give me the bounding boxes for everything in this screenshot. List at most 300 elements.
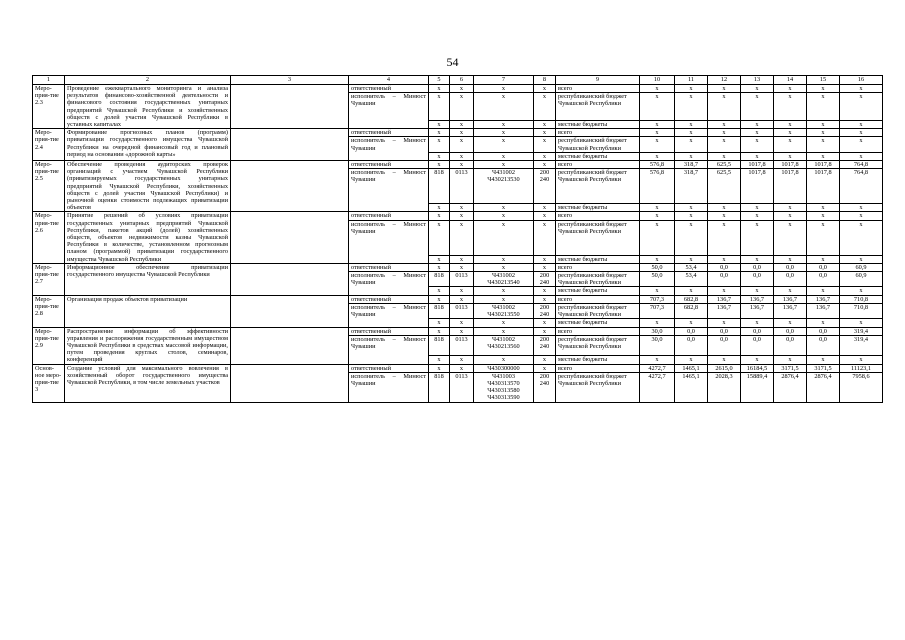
amount-cell: 0,0 (774, 263, 807, 271)
grbs-code: x (429, 121, 450, 129)
funding-source: республиканский бюджет Чувашской Республики (556, 372, 640, 402)
amount-cell: x (774, 85, 807, 93)
amount-cell: x (840, 212, 883, 220)
target-article-code: Ч431002 Ч430213540 (474, 272, 534, 287)
amount-cell: x (708, 356, 741, 364)
amount-cell: 1017,8 (774, 161, 807, 169)
amount-cell: 0,0 (741, 272, 774, 287)
amount-cell: x (708, 220, 741, 255)
funding-source: республиканский бюджет Чувашской Республики (556, 272, 640, 287)
amount-cell: 0,0 (708, 327, 741, 335)
amount-cell: x (708, 319, 741, 327)
amount-cell: x (640, 85, 675, 93)
section-code: x (450, 356, 474, 364)
amount-cell: x (741, 137, 774, 152)
amount-cell: x (840, 121, 883, 129)
column-header: 16 (840, 76, 883, 85)
amount-cell: x (708, 85, 741, 93)
amount-cell: x (774, 356, 807, 364)
section-code: 0113 (450, 169, 474, 204)
section-code: 0113 (450, 372, 474, 402)
target-article-code: x (474, 255, 534, 263)
table-row (33, 364, 883, 372)
target-article-code: x (474, 220, 534, 255)
activity-name: Обеспечение проведения аудиторских проверок организаций с участием Чувашской Республики (приватизируемых государственных унитарных предприятий Чувашской Республики, хозяйственных обществ с долей участия Чувашской Республики) и рыночной оценки стоимости подлежащих приватизации объектов (65, 161, 231, 212)
funding-source: местные бюджеты (556, 319, 640, 327)
executor-label: исполнитель – Минюст Чувашии (349, 303, 429, 327)
amount-cell: 319,4 (840, 335, 883, 356)
expense-type-code: x (534, 319, 556, 327)
funding-source: всего (556, 295, 640, 303)
table-row (33, 161, 883, 169)
amount-cell: 0,0 (741, 327, 774, 335)
amount-cell: 0,0 (807, 327, 840, 335)
funding-source: местные бюджеты (556, 255, 640, 263)
amount-cell: x (741, 129, 774, 137)
empty-cell (231, 85, 349, 129)
expense-type-code: x (534, 356, 556, 364)
amount-cell: 30,0 (640, 335, 675, 356)
amount-cell: 682,8 (675, 303, 708, 318)
amount-cell: x (774, 319, 807, 327)
amount-cell: x (807, 356, 840, 364)
grbs-code: x (429, 364, 450, 372)
amount-cell: 136,7 (741, 303, 774, 318)
expense-type-code: x (534, 327, 556, 335)
executor-label: исполнитель – Минюст Чувашии (349, 335, 429, 364)
activity-name: Проведение ежеквартального мониторинга и анализа результатов финансово-хозяйственной деятельности и финансового состояния государственных унитарных предприятий Чувашской Республики и хозяйственных обществ с долей участия Чувашской Республики в уставных капиталах (65, 85, 231, 129)
table-row (33, 263, 883, 271)
amount-cell: 707,3 (640, 295, 675, 303)
activity-code: Меро-прия-тие 2.3 (33, 85, 65, 129)
responsible-label: ответственный (349, 327, 429, 335)
amount-cell: 2876,4 (774, 372, 807, 402)
amount-cell: 1017,8 (807, 161, 840, 169)
amount-cell: 136,7 (774, 295, 807, 303)
amount-cell: x (675, 255, 708, 263)
amount-cell: x (640, 121, 675, 129)
grbs-code: 818 (429, 169, 450, 204)
expense-type-code: 200 240 (534, 335, 556, 356)
amount-cell: x (807, 204, 840, 212)
amount-cell: x (741, 204, 774, 212)
amount-cell: 318,7 (675, 169, 708, 204)
amount-cell: x (675, 129, 708, 137)
amount-cell: 30,0 (640, 327, 675, 335)
grbs-code: x (429, 319, 450, 327)
column-header: 14 (774, 76, 807, 85)
amount-cell: x (840, 204, 883, 212)
amount-cell: x (640, 137, 675, 152)
grbs-code: x (429, 152, 450, 160)
amount-cell: x (741, 85, 774, 93)
amount-cell: x (807, 129, 840, 137)
amount-cell: x (708, 152, 741, 160)
amount-cell: x (774, 93, 807, 121)
grbs-code: 818 (429, 335, 450, 356)
amount-cell: 136,7 (708, 303, 741, 318)
amount-cell: 682,8 (675, 295, 708, 303)
target-article-code: Ч430300000 (474, 364, 534, 372)
grbs-code: 818 (429, 372, 450, 402)
amount-cell: x (640, 212, 675, 220)
grbs-code: x (429, 295, 450, 303)
amount-cell: x (640, 129, 675, 137)
amount-cell: x (840, 85, 883, 93)
amount-cell: x (708, 93, 741, 121)
amount-cell: 1017,8 (807, 169, 840, 204)
amount-cell: x (774, 287, 807, 295)
amount-cell: x (807, 220, 840, 255)
section-code: x (450, 137, 474, 152)
funding-source: местные бюджеты (556, 152, 640, 160)
amount-cell: 136,7 (807, 303, 840, 318)
amount-cell: 2876,4 (807, 372, 840, 402)
activity-name: Организация продаж объектов приватизации (65, 295, 231, 327)
amount-cell: x (675, 93, 708, 121)
funding-source: республиканский бюджет Чувашской Республики (556, 169, 640, 204)
amount-cell: 50,0 (640, 272, 675, 287)
amount-cell: x (741, 287, 774, 295)
amount-cell: x (741, 121, 774, 129)
amount-cell: 0,0 (741, 263, 774, 271)
amount-cell: x (807, 319, 840, 327)
expense-type-code: x (534, 263, 556, 271)
amount-cell: x (675, 356, 708, 364)
amount-cell: x (640, 220, 675, 255)
grbs-code: x (429, 129, 450, 137)
target-article-code: x (474, 263, 534, 271)
table-row (33, 295, 883, 303)
amount-cell: 764,8 (840, 161, 883, 169)
section-code: 0113 (450, 335, 474, 356)
expense-type-code: 200 240 (534, 372, 556, 402)
amount-cell: 136,7 (708, 295, 741, 303)
column-header: 11 (675, 76, 708, 85)
grbs-code: 818 (429, 272, 450, 287)
amount-cell: 50,0 (640, 263, 675, 271)
amount-cell: 16184,5 (741, 364, 774, 372)
target-article-code: x (474, 319, 534, 327)
amount-cell: x (640, 255, 675, 263)
expense-type-code: 200 240 (534, 272, 556, 287)
responsible-label: ответственный (349, 295, 429, 303)
empty-cell (231, 212, 349, 263)
amount-cell: x (741, 319, 774, 327)
target-article-code: x (474, 93, 534, 121)
amount-cell: 318,7 (675, 161, 708, 169)
grbs-code: 818 (429, 303, 450, 318)
funding-source: республиканский бюджет Чувашской Республики (556, 93, 640, 121)
activity-code: Меро-прия-тие 2.4 (33, 129, 65, 161)
section-code: x (450, 263, 474, 271)
section-code: x (450, 327, 474, 335)
amount-cell: 710,8 (840, 303, 883, 318)
column-header: 12 (708, 76, 741, 85)
target-article-code: Ч431002 Ч430213530 (474, 169, 534, 204)
amount-cell: 136,7 (741, 295, 774, 303)
amount-cell: x (675, 85, 708, 93)
section-code: x (450, 204, 474, 212)
grbs-code: x (429, 255, 450, 263)
activity-code: Меро-прия-тие 2.9 (33, 327, 65, 364)
responsible-label: ответственный (349, 129, 429, 137)
amount-cell: x (741, 255, 774, 263)
target-article-code: x (474, 129, 534, 137)
amount-cell: x (774, 220, 807, 255)
funding-source: всего (556, 327, 640, 335)
expense-type-code: x (534, 152, 556, 160)
amount-cell: x (774, 212, 807, 220)
amount-cell: 576,8 (640, 161, 675, 169)
amount-cell: 0,0 (807, 335, 840, 356)
responsible-label: ответственный (349, 364, 429, 372)
budget-table (32, 75, 883, 403)
column-header: 2 (65, 76, 231, 85)
table-row (33, 327, 883, 335)
amount-cell: 319,4 (840, 327, 883, 335)
amount-cell: 0,0 (708, 263, 741, 271)
activity-code: Основ-ное меро-прия-тие 3 (33, 364, 65, 402)
empty-cell (231, 161, 349, 212)
section-code: 0113 (450, 272, 474, 287)
funding-source: всего (556, 263, 640, 271)
table-row (33, 129, 883, 137)
empty-cell (231, 129, 349, 161)
grbs-code: x (429, 212, 450, 220)
target-article-code: x (474, 295, 534, 303)
grbs-code: x (429, 204, 450, 212)
amount-cell: x (840, 255, 883, 263)
amount-cell: x (840, 137, 883, 152)
amount-cell: 2028,3 (708, 372, 741, 402)
column-header: 10 (640, 76, 675, 85)
amount-cell: x (675, 212, 708, 220)
responsible-label: ответственный (349, 212, 429, 220)
amount-cell: x (741, 152, 774, 160)
target-article-code: x (474, 204, 534, 212)
amount-cell: 0,0 (675, 327, 708, 335)
amount-cell: x (640, 319, 675, 327)
table-row (33, 212, 883, 220)
amount-cell: x (741, 356, 774, 364)
target-article-code: x (474, 212, 534, 220)
amount-cell: x (774, 255, 807, 263)
activity-code: Меро-прия-тие 2.8 (33, 295, 65, 327)
amount-cell: x (675, 204, 708, 212)
grbs-code: x (429, 93, 450, 121)
column-header: 1 (33, 76, 65, 85)
amount-cell: x (708, 121, 741, 129)
amount-cell: 1017,8 (741, 169, 774, 204)
section-code: x (450, 255, 474, 263)
section-code: x (450, 85, 474, 93)
target-article-code: x (474, 137, 534, 152)
amount-cell: 710,8 (840, 295, 883, 303)
amount-cell: x (640, 204, 675, 212)
target-article-code: Ч431002 Ч430213550 (474, 303, 534, 318)
amount-cell: x (840, 319, 883, 327)
target-article-code: x (474, 121, 534, 129)
grbs-code: x (429, 263, 450, 271)
activity-name: Формирование прогнозных планов (программ) приватизации государственного имущества Чувашской Республики на очередной финансовый год и плановый период на основании «дорожной карты» (65, 129, 231, 161)
amount-cell: x (840, 152, 883, 160)
amount-cell: x (840, 220, 883, 255)
section-code: x (450, 364, 474, 372)
activity-name: Принятие решений об условиях приватизации государственных унитарных предприятий Чувашской Республики, пакетов акций (долей) хозяйственных обществ, объектов недвижимости казны Чувашской Республики в количестве, установленном прогнозным планом (программой) приватизации государственного имущества Чувашской Республики (65, 212, 231, 263)
funding-source: республиканский бюджет Чувашской Республики (556, 303, 640, 318)
amount-cell: x (774, 129, 807, 137)
amount-cell: x (807, 93, 840, 121)
grbs-code: x (429, 137, 450, 152)
expense-type-code: 200 240 (534, 303, 556, 318)
amount-cell: x (708, 255, 741, 263)
amount-cell: x (774, 137, 807, 152)
section-code: x (450, 319, 474, 327)
amount-cell: 60,9 (840, 272, 883, 287)
column-header: 4 (349, 76, 429, 85)
amount-cell: x (640, 356, 675, 364)
amount-cell: 1017,8 (774, 169, 807, 204)
funding-source: республиканский бюджет Чувашской Республики (556, 137, 640, 152)
amount-cell: 0,0 (741, 335, 774, 356)
funding-source: местные бюджеты (556, 356, 640, 364)
expense-type-code: 200 240 (534, 169, 556, 204)
amount-cell: 3171,5 (807, 364, 840, 372)
funding-source: всего (556, 364, 640, 372)
amount-cell: x (675, 220, 708, 255)
amount-cell: 15889,4 (741, 372, 774, 402)
amount-cell: 0,0 (774, 335, 807, 356)
amount-cell: x (840, 129, 883, 137)
amount-cell: 4272,7 (640, 364, 675, 372)
amount-cell: x (640, 287, 675, 295)
header-row (33, 76, 883, 85)
amount-cell: x (675, 152, 708, 160)
amount-cell: x (675, 319, 708, 327)
expense-type-code: x (534, 121, 556, 129)
amount-cell: x (708, 129, 741, 137)
empty-cell (231, 364, 349, 402)
amount-cell: 625,5 (708, 169, 741, 204)
amount-cell: 53,4 (675, 272, 708, 287)
amount-cell: 707,3 (640, 303, 675, 318)
grbs-code: x (429, 287, 450, 295)
executor-label: исполнитель – Минюст Чувашии (349, 372, 429, 402)
section-code: x (450, 220, 474, 255)
expense-type-code: x (534, 287, 556, 295)
amount-cell: 0,0 (708, 335, 741, 356)
table-body (33, 76, 883, 403)
amount-cell: 53,4 (675, 263, 708, 271)
grbs-code: x (429, 161, 450, 169)
amount-cell: x (675, 121, 708, 129)
expense-type-code: x (534, 220, 556, 255)
responsible-label: ответственный (349, 161, 429, 169)
target-article-code: x (474, 287, 534, 295)
table-row (33, 85, 883, 93)
amount-cell: 60,9 (840, 263, 883, 271)
empty-cell (231, 263, 349, 295)
expense-type-code: x (534, 295, 556, 303)
amount-cell: 136,7 (774, 303, 807, 318)
amount-cell: 1465,1 (675, 372, 708, 402)
amount-cell: x (708, 212, 741, 220)
amount-cell: x (741, 93, 774, 121)
amount-cell: x (807, 152, 840, 160)
executor-label: исполнитель – Минюст Чувашии (349, 272, 429, 296)
amount-cell: x (807, 85, 840, 93)
section-code: x (450, 212, 474, 220)
amount-cell: x (840, 287, 883, 295)
amount-cell: x (774, 121, 807, 129)
amount-cell: 0,0 (675, 335, 708, 356)
responsible-label: ответственный (349, 85, 429, 93)
section-code: x (450, 161, 474, 169)
funding-source: всего (556, 212, 640, 220)
target-article-code: Ч431002 Ч430213560 (474, 335, 534, 356)
section-code: x (450, 129, 474, 137)
amount-cell: x (640, 93, 675, 121)
target-article-code: Ч431003 Ч430313570 Ч430313580 Ч430313590 (474, 372, 534, 402)
responsible-label: ответственный (349, 263, 429, 271)
amount-cell: 2615,0 (708, 364, 741, 372)
funding-source: всего (556, 129, 640, 137)
expense-type-code: x (534, 255, 556, 263)
section-code: x (450, 121, 474, 129)
amount-cell: 11123,1 (840, 364, 883, 372)
section-code: x (450, 152, 474, 160)
funding-source: всего (556, 85, 640, 93)
expense-type-code: x (534, 129, 556, 137)
amount-cell: x (774, 152, 807, 160)
column-header: 7 (474, 76, 534, 85)
amount-cell: 4272,7 (640, 372, 675, 402)
amount-cell: 0,0 (774, 272, 807, 287)
expense-type-code: x (534, 137, 556, 152)
expense-type-code: x (534, 161, 556, 169)
column-header: 13 (741, 76, 774, 85)
column-header: 5 (429, 76, 450, 85)
target-article-code: x (474, 327, 534, 335)
funding-source: республиканский бюджет Чувашской Республики (556, 220, 640, 255)
expense-type-code: x (534, 204, 556, 212)
activity-code: Меро-прия-тие 2.7 (33, 263, 65, 295)
amount-cell: 576,8 (640, 169, 675, 204)
executor-label: исполнитель – Минюст Чувашии (349, 137, 429, 161)
grbs-code: x (429, 327, 450, 335)
column-header: 15 (807, 76, 840, 85)
activity-code: Меро-прия-тие 2.6 (33, 212, 65, 263)
amount-cell: 0,0 (708, 272, 741, 287)
empty-cell (231, 327, 349, 364)
column-header: 9 (556, 76, 640, 85)
expense-type-code: x (534, 212, 556, 220)
activity-name: Информационное обеспечение приватизации государственного имущества Чувашской Республики (65, 263, 231, 295)
amount-cell: 136,7 (807, 295, 840, 303)
empty-cell (231, 295, 349, 327)
amount-cell: x (708, 137, 741, 152)
amount-cell: x (675, 287, 708, 295)
grbs-code: x (429, 356, 450, 364)
target-article-code: x (474, 152, 534, 160)
amount-cell: x (840, 93, 883, 121)
amount-cell: x (807, 121, 840, 129)
funding-source: местные бюджеты (556, 204, 640, 212)
amount-cell: 0,0 (807, 272, 840, 287)
amount-cell: 3171,5 (774, 364, 807, 372)
page-number: 54 (446, 55, 459, 69)
